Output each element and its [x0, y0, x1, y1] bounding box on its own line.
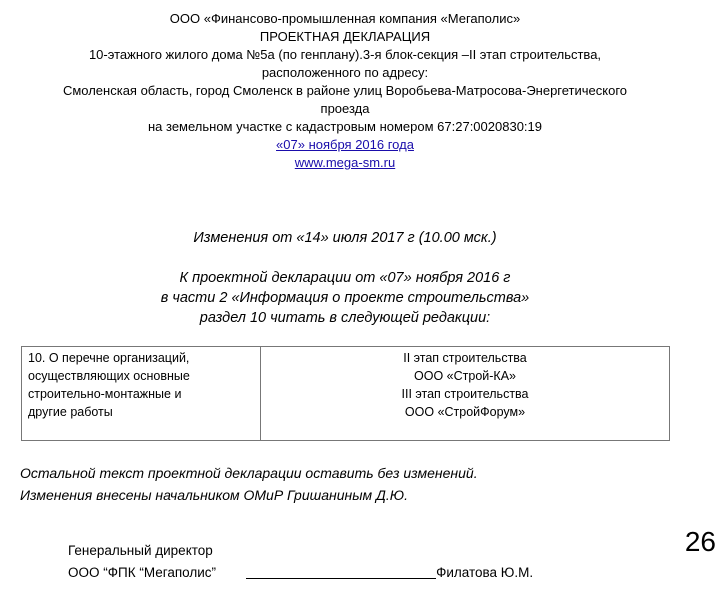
cell-line: 10. О перечне организаций, [28, 351, 190, 365]
cell-line: II этап строительства [403, 351, 527, 365]
document-title: ПРОЕКТНАЯ ДЕКЛАРАЦИЯ [259, 29, 431, 44]
table-cell-section [22, 347, 261, 441]
object-description-line-2: расположенного по адресу: [261, 65, 429, 80]
document-header [0, 10, 690, 172]
signer-organization: ООО “ФПК “Мегаполис” [68, 565, 217, 580]
table-row [22, 347, 670, 441]
website-link[interactable]: www.mega-sm.ru [294, 155, 396, 170]
table-cell-organizations [261, 347, 670, 441]
cell-line: III этап строительства [401, 387, 529, 401]
cell-line: осуществляющих основные [28, 369, 190, 383]
note-line-2: Изменения внесены начальником ОМиР Гришаниным Д.Ю. [20, 487, 408, 503]
footer-notes [20, 462, 478, 506]
changes-block [0, 228, 690, 328]
cell-line: строительно-монтажные и [28, 387, 182, 401]
cell-line: ООО «Строй-КА» [414, 369, 516, 383]
changes-intro-line-1: К проектной декларации от «07» ноября 2016 г [179, 270, 511, 286]
signer-name: Филатова Ю.М. [436, 565, 534, 580]
date-link[interactable]: «07» ноября 2016 года [276, 137, 414, 152]
address-line-1: Смоленская область, город Смоленск в районе улиц Воробьева-Матросова-Энергетического [62, 83, 628, 98]
note-line-1: Остальной текст проектной декларации оставить без изменений. [20, 465, 478, 481]
changes-intro-line-2: в части 2 «Информация о проекте строительства» [160, 290, 530, 306]
cell-line: ООО «СтройФорум» [404, 405, 526, 419]
signature-line [246, 564, 436, 579]
changes-title: Изменения от «14» июля 2017 г (10.00 мск.) [193, 230, 497, 246]
changes-intro-line-3: раздел 10 читать в следующей редакции: [199, 310, 491, 326]
page-number: 26 [684, 526, 716, 557]
section-10-table [21, 346, 670, 441]
address-line-2: проезда [320, 101, 370, 116]
object-description-line-1: 10-этажного жилого дома №5а (по генплану).3-я блок-секция –II этап строительства, [88, 47, 602, 62]
cell-line: другие работы [28, 405, 113, 419]
company-name: ООО «Финансово-промышленная компания «Мегаполис» [169, 11, 521, 26]
cadastral-number: на земельном участке с кадастровым номером 67:27:0020830:19 [147, 119, 542, 134]
signer-position: Генеральный директор [68, 543, 213, 558]
signature-block [68, 540, 533, 584]
